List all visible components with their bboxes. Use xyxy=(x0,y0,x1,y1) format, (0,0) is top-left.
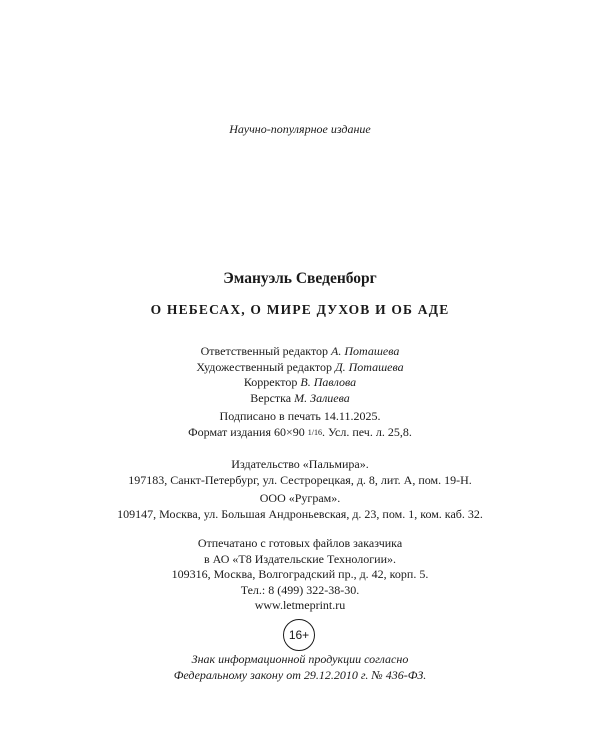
publisher-address: 197183, Санкт-Петербург, ул. Сестрорецкая, д. 8, лит. А, пом. 19-Н. xyxy=(128,472,472,487)
distributor-address: 109147, Москва, ул. Большая Андроньевская, д. 23, пом. 1, ком. каб. 32. xyxy=(117,506,483,521)
credits-block xyxy=(0,344,600,406)
law-note-block xyxy=(0,652,600,683)
credit-line xyxy=(0,375,600,391)
printer-line: Отпечатано с готовых файлов заказчика xyxy=(197,536,403,550)
credit-role: Корректор xyxy=(243,375,301,390)
law-note-line: Федеральному закону от 29.12.2010 г. № 436-ФЗ. xyxy=(173,667,427,682)
print-info-block xyxy=(0,409,600,440)
credit-line xyxy=(0,344,600,360)
format-line xyxy=(0,425,600,441)
author-name: Эмануэль Сведенборг xyxy=(223,270,377,287)
book-title: О НЕБЕСАХ, О МИРЕ ДУХОВ И ОБ АДЕ xyxy=(150,302,450,317)
credit-name: М. Залиева xyxy=(294,390,350,405)
genre-label: Научно-популярное издание xyxy=(229,122,371,136)
distributor-block xyxy=(0,491,600,522)
credit-role: Верстка xyxy=(250,390,295,405)
credit-role: Художественный редактор xyxy=(196,359,335,374)
credit-name: А. Поташева xyxy=(331,344,400,358)
format-suffix: . Усл. печ. л. 25,8. xyxy=(321,424,412,439)
age-rating-badge: 16+ xyxy=(283,619,315,651)
publisher-block xyxy=(0,457,600,488)
credit-name: Д. Поташева xyxy=(334,359,404,374)
signed-date: Подписано в печать 14.11.2025. xyxy=(219,409,381,423)
credit-line xyxy=(0,391,600,407)
printer-address: 109316, Москва, Волгоградский пр., д. 42, корп. 5. xyxy=(171,567,429,582)
printer-block xyxy=(0,536,600,614)
format-prefix: Формат издания 60×90 xyxy=(188,424,308,439)
law-note-line: Знак информационной продукции согласно xyxy=(191,652,409,666)
credit-line xyxy=(0,360,600,376)
credit-role: Ответственный редактор xyxy=(200,344,332,358)
printer-line: в АО «Т8 Издательские Технологии». xyxy=(203,551,397,566)
distributor-name: ООО «Руграм». xyxy=(259,491,341,505)
publisher-name: Издательство «Пальмира». xyxy=(231,457,369,471)
printer-website-link: www.letmeprint.ru xyxy=(254,598,346,613)
format-fraction: 1/16 xyxy=(307,427,322,437)
printer-phone: Тел.: 8 (499) 322-38-30. xyxy=(240,582,360,597)
credit-name: В. Павлова xyxy=(300,375,357,390)
